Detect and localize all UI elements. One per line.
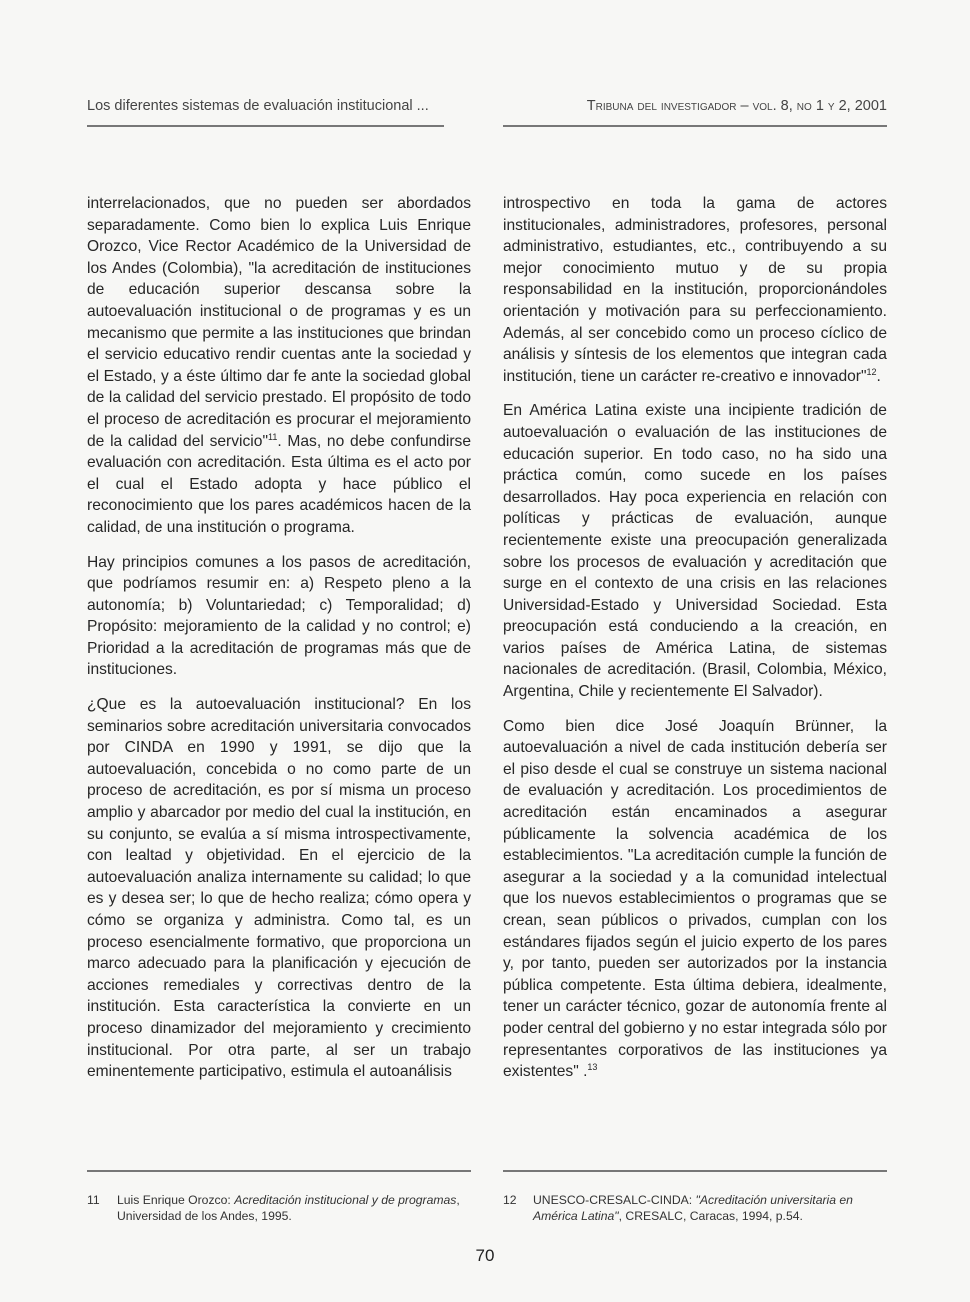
footnote-12	[503, 1192, 888, 1224]
footnote-11-rest: , Universidad de los Andes, 1995.	[117, 1193, 460, 1223]
footnote-12-number: 12	[503, 1193, 517, 1207]
right-p1-tail: .	[876, 367, 881, 385]
left-paragraph-3: ¿Que es la autoevaluación institucional? En los seminarios sobre acreditación universitaria convocados por CINDA en 1990 y 1991, se dijo que la autoevaluación, concebida o no como parte de un proceso de acreditación, es por sí misma un proceso amplio y abarcador por medio del cual la institución, en su conjunto, se evalúa a sí misma introspectivamente, con lealtad y objetividad. En el ejercicio de la autoevaluación analiza internamente su calidad; lo que es y desea ser; lo que de hecho realiza; cómo opera y cómo se organiza y administra. Como tal, es un proceso esencialmente formativo, que proporciona un marco adecuado para la planificación y ejecución de acciones remediales y correctivas dentro de la institución. Esta característica la convierte en un proceso dinamizador del mejoramiento y crecimiento institucional. Por otra parte, al ser un trabajo eminentemente participativo, estimula el autoanálisis	[87, 696, 471, 1081]
left-column	[87, 193, 471, 1096]
header-journal-info	[587, 98, 887, 114]
right-column	[503, 193, 887, 1096]
left-p1-tail: . Mas, no debe confundirse evaluación con acreditación. Esta última es el acto por el cual el Estado adopta y hace público el reconocimiento que los pares académicos hacen de la calidad, de una institución o programa.	[87, 432, 471, 536]
footnote-12-author: UNESCO-CRESALC-CINDA:	[533, 1193, 696, 1207]
right-p1-text: introspectivo en toda la gama de actores institucionales, administradores, profesores, personal administrativo, estudiantes, etc., contribuyendo a su mejor conocimiento mutuo y de su propia responsabilidad en la institución, proporcionándoles orientación y motivación para su perfeccionamiento. Además, al ser concebido como un proceso cíclico de análisis y síntesis de los elementos que integran cada institución, tiene un carácter re-creativo e innovador"	[503, 195, 887, 385]
right-paragraph-1	[503, 193, 887, 387]
footnote-11-text	[87, 1192, 472, 1224]
footnote-rule-right	[503, 1170, 887, 1172]
footnote-11-author: Luis Enrique Orozco:	[117, 1193, 235, 1207]
footnote-ref-12: 12	[866, 366, 877, 377]
header-rule-right	[503, 125, 887, 127]
header-volume: – vol. 8, no 1 y 2, 2001	[736, 98, 887, 114]
left-paragraph-1	[87, 193, 471, 539]
left-paragraph-2: Hay principios comunes a los pasos de acreditación, que podríamos resumir en: a) Respeto pleno a la autonomía; b) Voluntariedad; c) Temporalidad; d) Propósito: mejoramiento de la calidad y no control; e) Prioridad a la acreditación de programas más que de instituciones.	[87, 553, 471, 679]
left-p1-text: interrelacionados, que no pueden ser abordados separadamente. Como bien lo explica Luis Enrique Orozco, Vice Rector Académico de la Universidad de los Andes (Colombia), "la acreditación de instituciones de educación superior descansa sobre la autoevaluación institucional o de programas y es un mecanismo que permite a las instituciones que brindan el servicio educativo rendir cuentas ante la sociedad y el Estado, y a éste último dar fe ante la sociedad global de la calidad del servicio prestado. El propósito de todo el proceso de acreditación es procurar el mejoramiento de la calidad del servicio"	[87, 195, 471, 450]
footnote-11-title: Acreditación institucional y de programas	[234, 1193, 457, 1207]
footnote-rule-left	[87, 1170, 471, 1172]
footnote-ref-11: 11	[267, 431, 278, 442]
right-p3-text: Como bien dice José Joaquín Brünner, la autoevaluación a nivel de cada institución debería ser el piso desde el cual se construye un sistema nacional de evaluación y acreditación. Los procedimientos de acreditación están encaminados a asegurar públicamente la solvencia académica de los establecimientos. "La acreditación cumple la función de asegurar a la sociedad y a la comunidad intelectual que los nuevos establecimientos o programas que se crean, sean públicos o privados, cumplan con los estándares fijados según el juicio experto de los pares y, por tanto, pueden ser autorizados por la instancia pública competente. Esta última debiera, idealmente, tener un carácter técnico, gozar de autonomía frente al poder central del gobierno y no estar integrada sólo por representantes corporativos de las instituciones ya existentes" .	[503, 717, 887, 1081]
footnote-11-number: 11	[87, 1193, 100, 1207]
footnote-12-title: "Acreditación universitaria en América Latina"	[533, 1193, 853, 1223]
page-number: 70	[475, 1246, 495, 1265]
running-header	[87, 98, 887, 124]
header-article-title: Los diferentes sistemas de evaluación institucional ...	[87, 98, 429, 114]
right-paragraph-2: En América Latina existe una incipiente tradición de autoevaluación o evaluación de las instituciones de educación superior. En todo caso, no ha sido una práctica común, como sucede en los países desarrollados. Hay poca experiencia en relación con políticas y prácticas de evaluación, aunque recientemente existe una preocupación generalizada sobre los procesos de evaluación y acreditación que surge en el contexto de una crisis en las relaciones Universidad-Estado y Universidad Sociedad. Esta preocupación está conduciendo a la creación, en varios países de América Latina, de sistemas nacionales de acreditación. (Brasil, Colombia, México, Argentina, Chile y recientemente El Salvador).	[503, 402, 887, 701]
footnote-12-text	[503, 1192, 888, 1224]
header-rule-left	[87, 125, 444, 127]
right-paragraph-3	[503, 716, 887, 1083]
header-journal-name: Tribuna del investigador	[586, 98, 737, 114]
footnote-ref-13: 13	[587, 1061, 598, 1072]
footnote-11	[87, 1192, 472, 1224]
footnote-12-rest: , CRESALC, Caracas, 1994, p.54.	[618, 1209, 803, 1223]
